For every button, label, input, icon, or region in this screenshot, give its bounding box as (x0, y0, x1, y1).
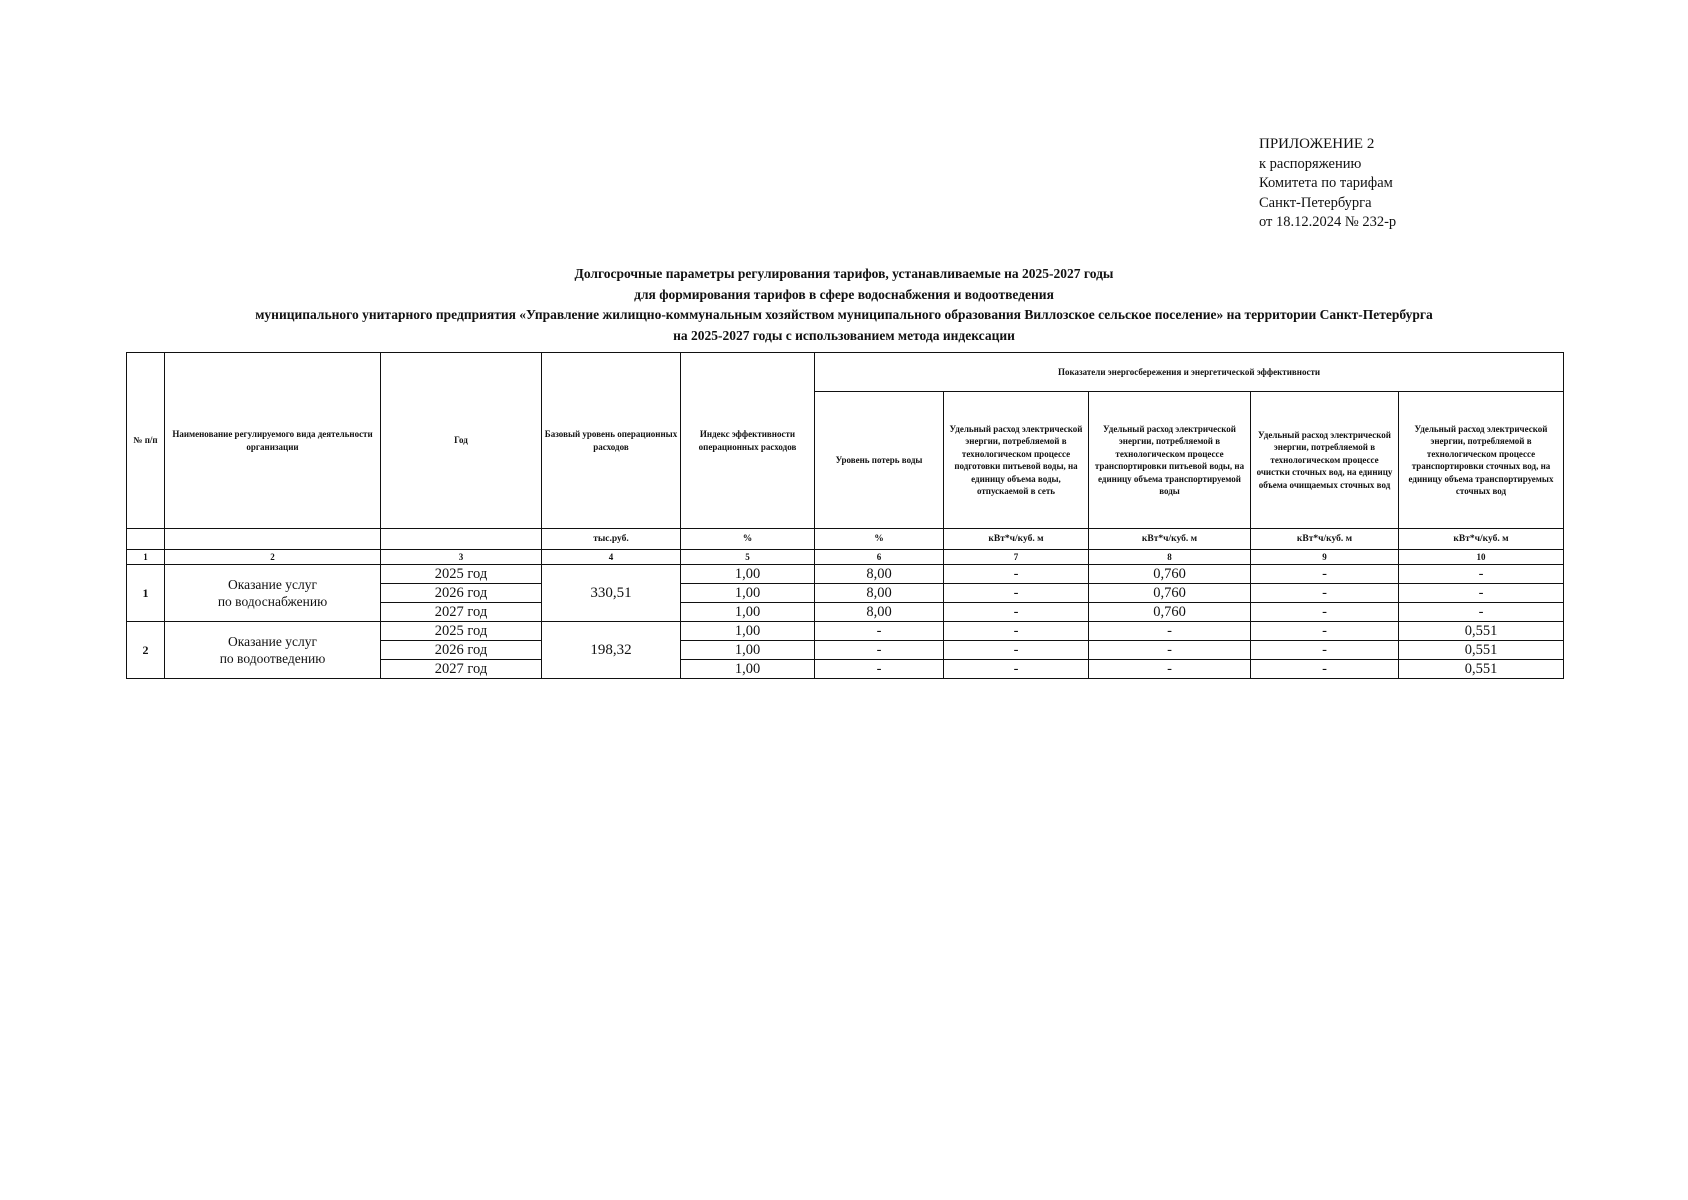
table-row (127, 565, 1564, 584)
activity-line: по водоснабжению (217, 594, 328, 609)
spec-cleaning-cell: - (1251, 565, 1399, 584)
unit-spec-prep: кВт*ч/куб. м (944, 529, 1089, 550)
spec-cleaning-cell: - (1251, 622, 1399, 641)
unit-base-level: тыс.руб. (542, 529, 681, 550)
spec-transport-waste-cell: 0,551 (1399, 660, 1564, 679)
header-spec-transport-water: Удельный расход электрической энергии, потребляемой в технологическом процессе транспортировки питьевой воды, на единицу объема транспортируемой воды (1089, 392, 1251, 529)
loss-cell: - (815, 622, 944, 641)
index-cell: 1,00 (681, 565, 815, 584)
column-number: 7 (944, 550, 1089, 565)
column-number: 3 (381, 550, 542, 565)
year-cell: 2027 год (381, 603, 542, 622)
unit-empty (127, 529, 165, 550)
header-spec-prep: Удельный расход электрической энергии, потребляемой в технологическом процессе подготовки питьевой воды, на единицу объема воды, отпускаемой в сеть (944, 392, 1089, 529)
year-cell: 2025 год (381, 565, 542, 584)
header-num: № п/п (127, 353, 165, 529)
loss-cell: 8,00 (815, 565, 944, 584)
column-number: 2 (165, 550, 381, 565)
base-level-cell: 198,32 (542, 622, 681, 679)
title-line: на 2025-2027 годы с использованием метода индексации (673, 327, 1015, 343)
units-row (127, 529, 1564, 550)
index-cell: 1,00 (681, 584, 815, 603)
column-number: 10 (1399, 550, 1564, 565)
index-cell: 1,00 (681, 641, 815, 660)
column-numbers-row (127, 550, 1564, 565)
unit-empty (381, 529, 542, 550)
header-energy-group: Показатели энергосбережения и энергетической эффективности (815, 353, 1564, 392)
year-cell: 2027 год (381, 660, 542, 679)
activity-name (165, 565, 381, 622)
column-number: 5 (681, 550, 815, 565)
index-cell: 1,00 (681, 660, 815, 679)
loss-cell: 8,00 (815, 603, 944, 622)
header-water-loss: Уровень потерь воды (815, 392, 944, 529)
spec-prep-cell: - (944, 584, 1089, 603)
spec-cleaning-cell: - (1251, 641, 1399, 660)
activity-name (165, 622, 381, 679)
spec-prep-cell: - (944, 622, 1089, 641)
parameters-table (126, 352, 1564, 679)
header-activity: Наименование регулируемого вида деятельности организации (165, 353, 381, 529)
title-line: для формирования тарифов в сфере водоснабжения и водоотведения (634, 286, 1054, 302)
year-cell: 2026 год (381, 584, 542, 603)
header-spec-cleaning: Удельный расход электрической энергии, потребляемой в технологическом процессе очистки сточных вод, на единицу объема очищаемых сточных вод (1251, 392, 1399, 529)
header-row (127, 353, 1564, 392)
table-row (127, 622, 1564, 641)
document-title (0, 264, 1688, 346)
spec-cleaning-cell: - (1251, 660, 1399, 679)
column-number: 9 (1251, 550, 1399, 565)
unit-spec-transport-waste: кВт*ч/куб. м (1399, 529, 1564, 550)
header-efficiency-index: Индекс эффективности операционных расходов (681, 353, 815, 529)
year-cell: 2026 год (381, 641, 542, 660)
row-number: 1 (127, 565, 165, 622)
base-level-cell: 330,51 (542, 565, 681, 622)
spec-transport-water-cell: 0,760 (1089, 584, 1251, 603)
column-number: 1 (127, 550, 165, 565)
header-base-level: Базовый уровень операционных расходов (542, 353, 681, 529)
appendix-title: ПРИЛОЖЕНИЕ 2 (1259, 136, 1375, 152)
spec-transport-waste-cell: - (1399, 565, 1564, 584)
spec-transport-water-cell: 0,760 (1089, 565, 1251, 584)
title-line: Долгосрочные параметры регулирования тарифов, устанавливаемые на 2025-2027 годы (574, 266, 1114, 281)
spec-cleaning-cell: - (1251, 584, 1399, 603)
spec-transport-waste-cell: - (1399, 584, 1564, 603)
row-number: 2 (127, 622, 165, 679)
unit-water-loss: % (815, 529, 944, 550)
spec-transport-water-cell: - (1089, 641, 1251, 660)
appendix-line: Комитета по тарифам (1259, 175, 1393, 191)
column-number: 8 (1089, 550, 1251, 565)
spec-prep-cell: - (944, 660, 1089, 679)
loss-cell: - (815, 641, 944, 660)
unit-spec-transport-water: кВт*ч/куб. м (1089, 529, 1251, 550)
spec-transport-water-cell: - (1089, 660, 1251, 679)
index-cell: 1,00 (681, 603, 815, 622)
spec-transport-waste-cell: - (1399, 603, 1564, 622)
appendix-block (1259, 135, 1396, 233)
index-cell: 1,00 (681, 622, 815, 641)
unit-spec-cleaning: кВт*ч/куб. м (1251, 529, 1399, 550)
spec-transport-water-cell: - (1089, 622, 1251, 641)
activity-line: Оказание услуг (227, 577, 317, 592)
header-spec-transport-waste: Удельный расход электрической энергии, потребляемой в технологическом процессе транспортировки сточных вод, на единицу объема транспортируемых сточных вод (1399, 392, 1564, 529)
loss-cell: - (815, 660, 944, 679)
activity-line: по водоотведению (219, 651, 326, 666)
loss-cell: 8,00 (815, 584, 944, 603)
column-number: 4 (542, 550, 681, 565)
activity-line: Оказание услуг (227, 634, 317, 649)
unit-efficiency-index: % (681, 529, 815, 550)
spec-cleaning-cell: - (1251, 603, 1399, 622)
appendix-line: к распоряжению (1259, 155, 1362, 172)
appendix-date-line: от 18.12.2024 № 232-р (1259, 214, 1397, 230)
spec-transport-waste-cell: 0,551 (1399, 622, 1564, 641)
column-number: 6 (815, 550, 944, 565)
spec-prep-cell: - (944, 603, 1089, 622)
spec-prep-cell: - (944, 641, 1089, 660)
year-cell: 2025 год (381, 622, 542, 641)
spec-prep-cell: - (944, 565, 1089, 584)
appendix-line: Санкт-Петербурга (1259, 194, 1372, 211)
spec-transport-waste-cell: 0,551 (1399, 641, 1564, 660)
header-year: Год (381, 353, 542, 529)
title-line: муниципального унитарного предприятия «Управление жилищно-коммунальным хозяйством муниципального образования Виллозское сельское поселение» на территории Санкт-Петербурга (255, 307, 1433, 322)
unit-empty (165, 529, 381, 550)
spec-transport-water-cell: 0,760 (1089, 603, 1251, 622)
